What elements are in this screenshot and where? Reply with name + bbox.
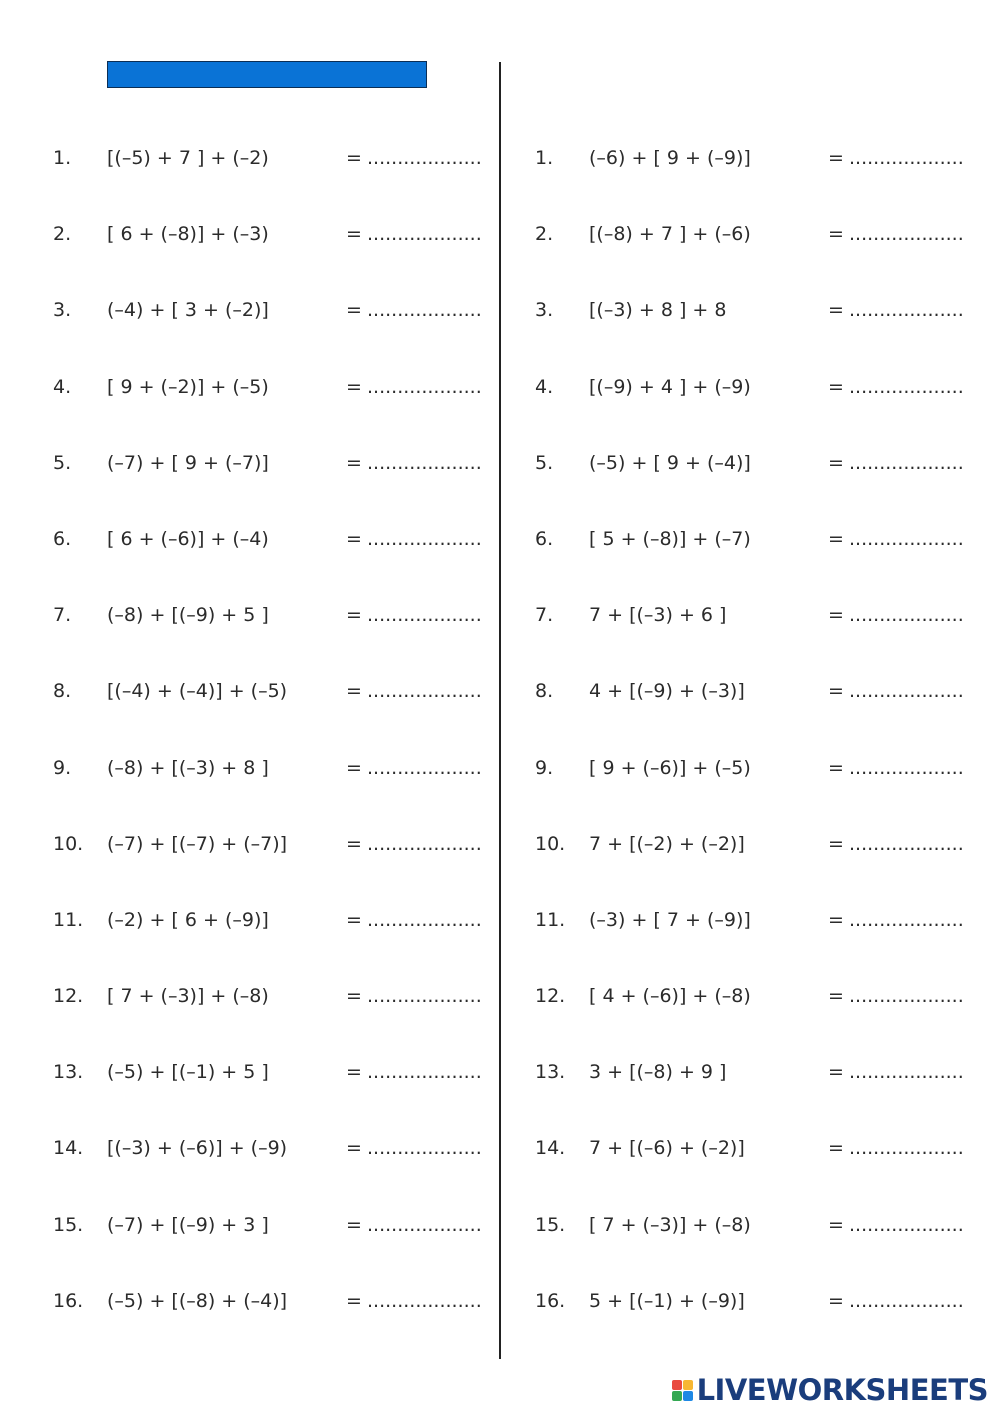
equals-sign: = xyxy=(828,527,844,550)
exercise-expression: [ 4 + (–6)] + (–8) xyxy=(589,985,751,1008)
exercise-row xyxy=(535,425,975,501)
exercise-expression: (–8) + [(–9) + 5 ] xyxy=(107,604,269,627)
exercise-expression: (–3) + [ 7 + (–9)] xyxy=(589,908,751,931)
answer-blank[interactable]: ................... xyxy=(849,375,964,398)
exercise-number: 11. xyxy=(535,908,566,931)
answer-blank[interactable]: ................... xyxy=(849,299,964,322)
exercise-number: 8. xyxy=(53,680,72,703)
exercise-row xyxy=(53,806,493,882)
exercise-number: 14. xyxy=(535,1137,566,1160)
exercise-expression: [ 6 + (–8)] + (–3) xyxy=(107,223,269,246)
answer-blank[interactable]: ................... xyxy=(367,1137,482,1160)
answer-blank[interactable]: ................... xyxy=(367,527,482,550)
equals-sign: = xyxy=(828,1213,844,1236)
exercise-row xyxy=(535,349,975,425)
answer-blank[interactable]: ................... xyxy=(849,1061,964,1084)
equals-sign: = xyxy=(346,451,362,474)
exercise-row xyxy=(53,120,493,196)
equals-sign: = xyxy=(346,147,362,169)
exercise-row xyxy=(53,1034,493,1110)
exercise-number: 14. xyxy=(53,1137,84,1160)
exercise-row xyxy=(535,882,975,958)
exercise-expression: (–5) + [(–1) + 5 ] xyxy=(107,1061,269,1084)
answer-blank[interactable]: ................... xyxy=(367,680,482,703)
exercise-number: 10. xyxy=(535,832,566,855)
equals-sign: = xyxy=(828,223,844,246)
exercise-expression: (–8) + [(–3) + 8 ] xyxy=(107,756,269,779)
exercise-row xyxy=(53,196,493,272)
column-divider xyxy=(499,62,501,1359)
answer-blank[interactable]: ................... xyxy=(367,1289,482,1312)
exercise-row xyxy=(535,806,975,882)
exercise-number: 13. xyxy=(535,1061,566,1084)
equals-sign: = xyxy=(346,1289,362,1312)
exercise-expression: 7 + [(–3) + 6 ] xyxy=(589,604,727,627)
exercise-expression: (–7) + [(–9) + 3 ] xyxy=(107,1213,269,1236)
answer-blank[interactable]: ................... xyxy=(849,680,964,703)
equals-sign: = xyxy=(828,1061,844,1084)
equals-sign: = xyxy=(346,375,362,398)
exercise-row xyxy=(53,349,493,425)
answer-blank[interactable]: ................... xyxy=(849,1213,964,1236)
equals-sign: = xyxy=(346,756,362,779)
exercise-number: 15. xyxy=(53,1213,84,1236)
exercise-number: 13. xyxy=(53,1061,84,1084)
exercise-number: 5. xyxy=(535,451,554,474)
exercise-expression: [(–9) + 4 ] + (–9) xyxy=(589,375,751,398)
equals-sign: = xyxy=(828,604,844,627)
exercise-expression: [ 6 + (–6)] + (–4) xyxy=(107,527,269,550)
answer-blank[interactable]: ................... xyxy=(849,451,964,474)
exercise-expression: (–4) + [ 3 + (–2)] xyxy=(107,299,269,322)
exercise-number: 12. xyxy=(53,985,84,1008)
exercise-number: 7. xyxy=(535,604,554,627)
exercise-number: 4. xyxy=(535,375,554,398)
equals-sign: = xyxy=(828,451,844,474)
answer-blank[interactable]: ................... xyxy=(367,756,482,779)
answer-blank[interactable]: ................... xyxy=(367,223,482,246)
exercise-number: 6. xyxy=(535,527,554,550)
right-exercise-column xyxy=(535,120,975,1339)
equals-sign: = xyxy=(828,1289,844,1312)
answer-blank[interactable]: ................... xyxy=(849,985,964,1008)
exercise-expression: [(–3) + 8 ] + 8 xyxy=(589,299,727,322)
exercise-expression: 7 + [(–2) + (–2)] xyxy=(589,832,745,855)
exercise-expression: [(–8) + 7 ] + (–6) xyxy=(589,223,751,246)
answer-blank[interactable]: ................... xyxy=(367,604,482,627)
equals-sign: = xyxy=(828,375,844,398)
exercise-row xyxy=(53,425,493,501)
answer-blank[interactable]: ................... xyxy=(849,908,964,931)
answer-blank[interactable]: ................... xyxy=(849,147,964,169)
exercise-row xyxy=(535,1110,975,1186)
exercise-row xyxy=(535,958,975,1034)
exercise-expression: 4 + [(–9) + (–3)] xyxy=(589,680,745,703)
equals-sign: = xyxy=(828,832,844,855)
exercise-number: 10. xyxy=(53,832,84,855)
equals-sign: = xyxy=(346,1061,362,1084)
exercise-number: 7. xyxy=(53,604,72,627)
exercise-number: 15. xyxy=(535,1213,566,1236)
answer-blank[interactable]: ................... xyxy=(849,527,964,550)
equals-sign: = xyxy=(828,680,844,703)
answer-blank[interactable]: ................... xyxy=(849,604,964,627)
exercise-number: 16. xyxy=(53,1289,84,1312)
exercise-expression: [(–3) + (–6)] + (–9) xyxy=(107,1137,288,1160)
logo-square-icon xyxy=(672,1391,682,1401)
exercise-number: 11. xyxy=(53,908,84,931)
equals-sign: = xyxy=(346,908,362,931)
equals-sign: = xyxy=(828,147,844,169)
liveworksheets-brand xyxy=(672,1372,988,1408)
answer-blank[interactable]: ................... xyxy=(849,223,964,246)
exercise-number: 16. xyxy=(535,1289,566,1312)
exercise-expression: [ 5 + (–8)] + (–7) xyxy=(589,527,751,550)
equals-sign: = xyxy=(346,527,362,550)
equals-sign: = xyxy=(828,1137,844,1160)
exercise-expression: [ 7 + (–3)] + (–8) xyxy=(589,1213,751,1236)
liveworksheets-logo-icon xyxy=(672,1380,693,1401)
answer-blank[interactable]: ................... xyxy=(367,908,482,931)
exercise-expression: (–7) + [ 9 + (–7)] xyxy=(107,451,269,474)
exercise-expression: [ 9 + (–2)] + (–5) xyxy=(107,375,269,398)
exercise-row xyxy=(535,653,975,729)
answer-blank[interactable]: ................... xyxy=(367,985,482,1008)
answer-blank[interactable]: ................... xyxy=(849,1289,964,1312)
answer-blank[interactable]: ................... xyxy=(367,1213,482,1236)
exercise-row xyxy=(535,501,975,577)
brand-text: LIVEWORKSHEETS xyxy=(696,1373,988,1407)
answer-blank[interactable]: ................... xyxy=(367,299,482,322)
exercise-expression: [(–4) + (–4)] + (–5) xyxy=(107,680,288,703)
equals-sign: = xyxy=(828,908,844,931)
exercise-expression: (–5) + [(–8) + (–4)] xyxy=(107,1289,288,1312)
answer-blank[interactable]: ................... xyxy=(367,1061,482,1084)
logo-square-icon xyxy=(683,1380,693,1390)
answer-blank[interactable]: ................... xyxy=(367,451,482,474)
logo-square-icon xyxy=(672,1380,682,1390)
left-exercise-column xyxy=(53,120,493,1339)
exercise-number: 4. xyxy=(53,375,72,398)
exercise-expression: [(–5) + 7 ] + (–2) xyxy=(107,147,269,169)
exercise-number: 2. xyxy=(535,223,554,246)
equals-sign: = xyxy=(346,299,362,322)
exercise-row xyxy=(53,958,493,1034)
exercise-number: 1. xyxy=(53,147,72,169)
answer-blank[interactable]: ................... xyxy=(849,1137,964,1160)
exercise-number: 1. xyxy=(535,147,554,169)
answer-blank[interactable]: ................... xyxy=(367,832,482,855)
exercise-number: 9. xyxy=(535,756,554,779)
exercise-row xyxy=(53,577,493,653)
answer-blank[interactable]: ................... xyxy=(849,756,964,779)
exercise-number: 9. xyxy=(53,756,72,779)
equals-sign: = xyxy=(828,985,844,1008)
equals-sign: = xyxy=(346,223,362,246)
exercise-expression: [ 7 + (–3)] + (–8) xyxy=(107,985,269,1008)
answer-blank[interactable]: ................... xyxy=(849,832,964,855)
exercise-expression: 5 + [(–1) + (–9)] xyxy=(589,1289,745,1312)
answer-blank[interactable]: ................... xyxy=(367,147,482,169)
exercise-row xyxy=(53,882,493,958)
exercise-number: 8. xyxy=(535,680,554,703)
exercise-row xyxy=(535,120,975,196)
exercise-expression: [ 9 + (–6)] + (–5) xyxy=(589,756,751,779)
exercise-row xyxy=(535,196,975,272)
exercise-number: 5. xyxy=(53,451,72,474)
exercise-row xyxy=(53,653,493,729)
exercise-number: 3. xyxy=(53,299,72,322)
exercise-number: 12. xyxy=(535,985,566,1008)
equals-sign: = xyxy=(346,832,362,855)
answer-blank[interactable]: ................... xyxy=(367,375,482,398)
exercise-row xyxy=(535,1034,975,1110)
equals-sign: = xyxy=(346,680,362,703)
exercise-row xyxy=(535,1263,975,1339)
equals-sign: = xyxy=(828,756,844,779)
exercise-expression: (–5) + [ 9 + (–4)] xyxy=(589,451,751,474)
exercise-row xyxy=(53,1110,493,1186)
exercise-number: 6. xyxy=(53,527,72,550)
exercise-expression: (–6) + [ 9 + (–9)] xyxy=(589,147,751,169)
exercise-row xyxy=(53,1187,493,1263)
exercise-number: 3. xyxy=(535,299,554,322)
exercise-expression: 3 + [(–8) + 9 ] xyxy=(589,1061,727,1084)
exercise-row xyxy=(53,730,493,806)
exercise-row xyxy=(535,272,975,348)
equals-sign: = xyxy=(828,299,844,322)
exercise-row xyxy=(535,1187,975,1263)
exercise-expression: (–2) + [ 6 + (–9)] xyxy=(107,908,269,931)
equals-sign: = xyxy=(346,604,362,627)
exercise-row xyxy=(53,501,493,577)
exercise-expression: 7 + [(–6) + (–2)] xyxy=(589,1137,745,1160)
exercise-row xyxy=(53,1263,493,1339)
equals-sign: = xyxy=(346,985,362,1008)
equals-sign: = xyxy=(346,1213,362,1236)
logo-square-icon xyxy=(683,1391,693,1401)
exercise-row xyxy=(53,272,493,348)
exercise-row xyxy=(535,730,975,806)
exercise-expression: (–7) + [(–7) + (–7)] xyxy=(107,832,288,855)
equals-sign: = xyxy=(346,1137,362,1160)
exercise-row xyxy=(535,577,975,653)
exercise-number: 2. xyxy=(53,223,72,246)
title-bar xyxy=(107,61,427,88)
